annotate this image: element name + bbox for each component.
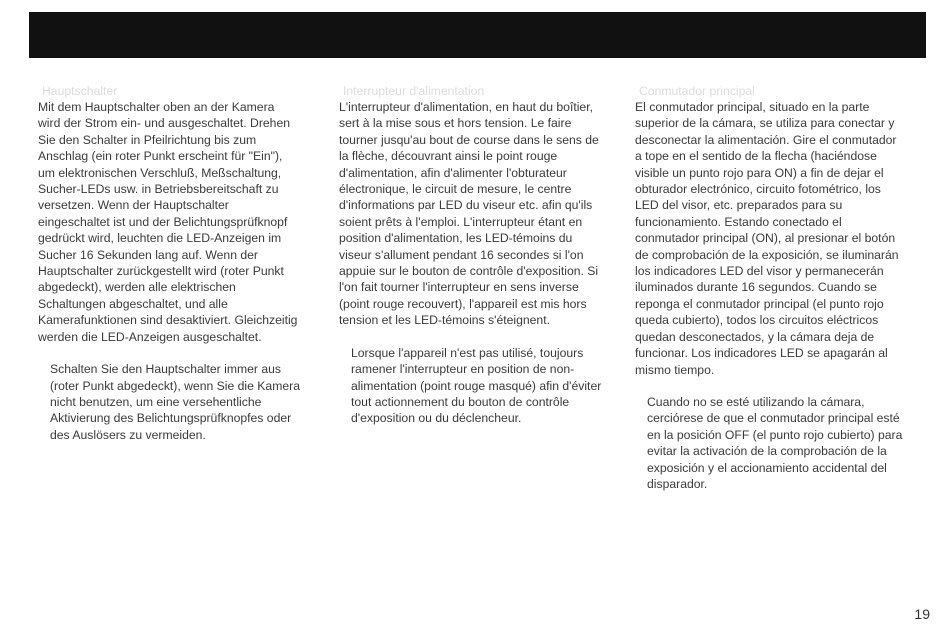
note-text-german: Schalten Sie den Hauptschalter immer aus (roter Punkt abgedeckt), wenn Sie die Kamera nicht benutzen, um eine versehentliche Aktivierung des Belichtungsprüfknopfes oder des Auslösers zu vermeiden. [50, 362, 300, 442]
page-number: 19 [914, 606, 930, 622]
body-text-spanish: El conmutador principal, situado en la parte superior de la cámara, se utiliza para conectar y desconectar la alimentación. Gire el conmutador a tope en el sentido de la flecha (haciéndose visible un punto rojo para ON) a fin de dejar el obturador electrónico, circuito fotométrico, los LED del visor, etc. preparados para su funcionamiento. Estando conectado el conmutador principal (ON), al presionar el botón de comprobación de la exposición, se iluminarán los indicadores LED del visor y permanecerán iluminados durante 16 segundos. Cuando se reponga el conmutador principal (el punto rojo queda cubierto), todos los circuitos eléctricos quedan desconectados, y la cámara deja de funcionar. Los indicadores LED se apagarán al mismo tiempo. [635, 100, 899, 377]
body-text-french: L'interrupteur d'alimentation, en haut du boîtier, sert à la mise sous et hors tension. Le faire tourner jusqu'au bout de course dans le sens de la flèche, découvrant ainsi le point rouge d'alimentation, afin d'alimenter l'obturateur électronique, le circuit de mesure, le centre d'informations par LED du viseur etc. afin qu'ils soient prêts à l'emploi. L'interrupteur étant en position d'alimentation, les LED-témoins du viseur s'allument pendant 16 secondes si l'on appuie sur le bouton de contrôle d'exposition. Si l'on fait tourner l'interrupteur en sens inverse (point rouge recouvert), l'appareil est mis hors tension et les LED-témoins s'éteignent. [339, 100, 599, 328]
body-text-german: Mit dem Hauptschalter oben an der Kamera wird der Strom ein- und ausgeschaltet. Drehen Sie den Schalter in Pfeilrichtung bis zum Anschlag (ein roter Punkt erscheint für "Ein"), um elektronischen Verschluß, Meßschaltung, Sucher-LEDs usw. in Betriebsbereitschaft zu versetzen. Wenn der Hauptschalter eingeschaltet ist und der Belichtungsprüfknopf gedrückt wird, leuchten die LED-Anzeigen im Sucher 16 Sekunden lang auf. Wenn der Hauptschalter zurückgestellt wird (roter Punkt abgedeckt), werden alle elektrischen Schaltungen abgeschaltet, und alle Kamerafunktionen sind desaktiviert. Gleichzeitig werden die LED-Anzeigen ausgeschaltet. [38, 100, 298, 344]
section-title-french: Interrupteur d'alimentation [343, 84, 485, 98]
column-spanish [635, 84, 903, 492]
header-band [29, 12, 926, 58]
note-text-french: Lorsque l'appareil n'est pas utilisé, toujours ramener l'interrupteur en position de non-alimentation (point rouge masqué) afin d'éviter tout actionnement du bouton de contrôle d'exposition ou du déclencheur. [351, 345, 602, 426]
column-german [38, 84, 300, 443]
section-title-german: Hauptschalter [42, 84, 118, 98]
note-text-spanish: Cuando no se esté utilizando la cámara, cerciórese de que el conmutador principal esté en la posición OFF (el punto rojo cubierto) para evitar la activación de la comprobación de la exposición y el accionamiento accidental del disparador. [647, 394, 903, 491]
column-french [339, 84, 605, 427]
section-title-spanish: Conmutador principal [639, 84, 755, 98]
